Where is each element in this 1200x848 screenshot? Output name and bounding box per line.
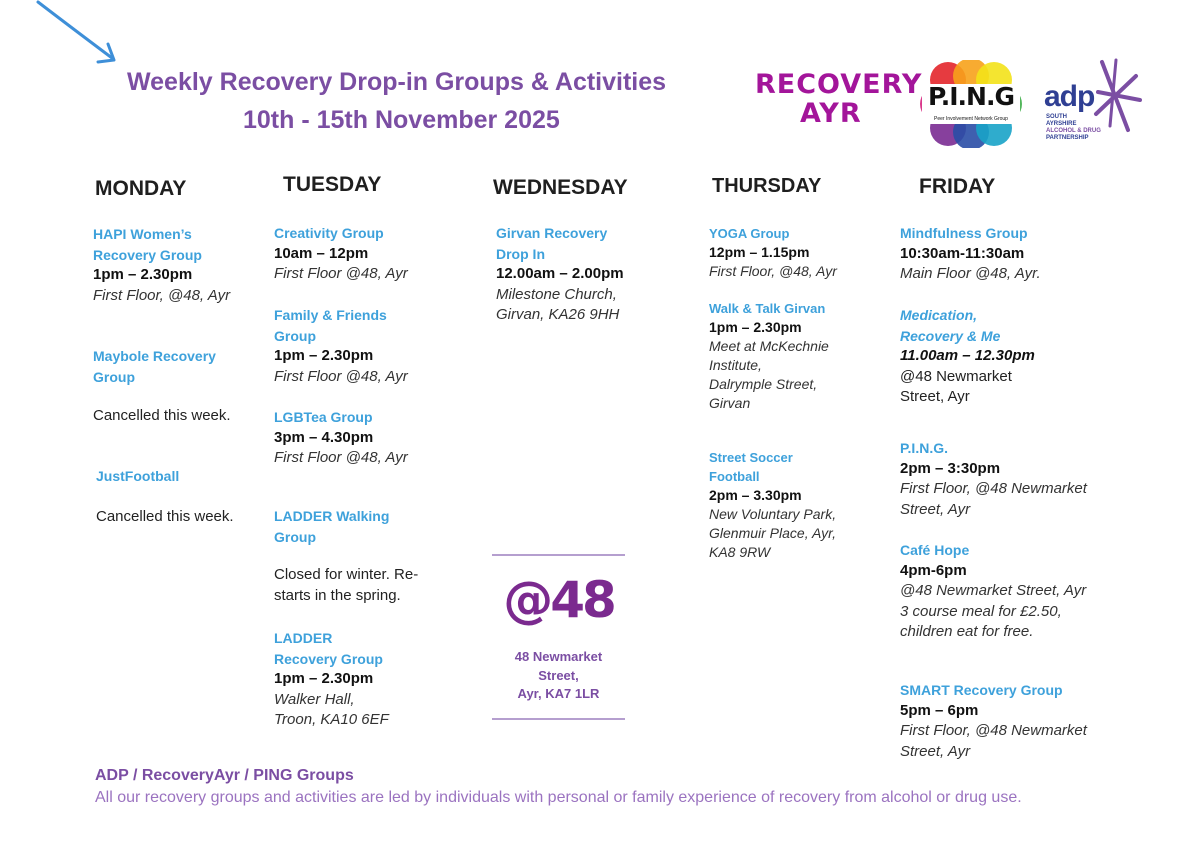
tuesday-group-ladder-walking: LADDER Walking Group Closed for winter. Re- starts in the spring. bbox=[274, 508, 419, 604]
monday-group-justfootball: JustFootball Cancelled this week. bbox=[96, 468, 234, 525]
adp-logo: adp SOUTH AYRSHIRE ALCOHOL & DRUG PARTNERSHIP bbox=[1040, 56, 1142, 148]
tuesday-group-ladder-recovery: LADDER Recovery Group 1pm – 2.30pm Walker Hall, Troon, KA10 6EF bbox=[274, 630, 389, 728]
page-dates: 10th - 15th November 2025 bbox=[243, 106, 560, 134]
friday-group-smart: SMART Recovery Group 5pm – 6pm First Floor, @48 Newmarket Street, Ayr bbox=[900, 682, 1087, 760]
page-title: Weekly Recovery Drop-in Groups & Activities bbox=[127, 68, 667, 96]
monday-group-maybole: Maybole Recovery Group Cancelled this week. bbox=[93, 348, 231, 424]
wednesday-group-girvan-dropin: Girvan Recovery Drop In 12.00am – 2.00pm Milestone Church, Girvan, KA26 9HH bbox=[496, 225, 624, 323]
day-heading-friday: FRIDAY bbox=[919, 175, 996, 198]
venue-48-address: 48 Newmarket Street, Ayr, KA7 1LR bbox=[514, 649, 603, 701]
tuesday-group-family-friends: Family & Friends Group 1pm – 2.30pm First Floor @48, Ayr bbox=[274, 307, 408, 385]
arrow-down-right-icon bbox=[28, 0, 138, 80]
tuesday-group-lgbtea: LGBTea Group 3pm – 4.30pm First Floor @48, Ayr bbox=[274, 409, 408, 466]
monday-group-hapi: HAPI Women’s Recovery Group 1pm – 2.30pm First Floor, @48, Ayr bbox=[93, 226, 231, 304]
thursday-group-walk-talk: Walk & Talk Girvan 1pm – 2.30pm Meet at McKechnie Institute, Dalrymple Street, Girvan bbox=[709, 301, 829, 411]
venue-48-card bbox=[492, 554, 625, 720]
friday-group-medication: Medication, Recovery & Me 11.00am – 12.30pm @48 Newmarket Street, Ayr bbox=[900, 307, 1035, 405]
tuesday-group-creativity: Creativity Group 10am – 12pm First Floor @48, Ayr bbox=[274, 225, 408, 282]
thursday-group-street-soccer: Street Soccer Football 2pm – 3.30pm New Voluntary Park, Glenmuir Place, Ayr, KA8 9RW bbox=[709, 450, 837, 560]
friday-group-ping: P.I.N.G. 2pm – 3:30pm First Floor, @48 Newmarket Street, Ayr bbox=[900, 440, 1087, 518]
thursday-group-yoga: YOGA Group 12pm – 1.15pm First Floor, @48, Ayr bbox=[709, 226, 837, 279]
footer-heading: ADP / RecoveryAyr / PING Groups bbox=[95, 767, 354, 784]
ping-logo: P.I.N.G Peer Involvement Network Group bbox=[918, 60, 1024, 148]
venue-48-logo: @48 bbox=[503, 571, 614, 629]
day-heading-tuesday: TUESDAY bbox=[283, 173, 382, 196]
footer-text: All our recovery groups and activities are led by individuals with personal or family experience of recovery from alcohol or drug use. bbox=[95, 789, 1022, 806]
day-heading-wednesday: WEDNESDAY bbox=[493, 176, 628, 199]
friday-group-cafe-hope: Café Hope 4pm-6pm @48 Newmarket Street, Ayr 3 course meal for £2.50, children eat for free. bbox=[900, 542, 1087, 640]
friday-group-mindfulness: Mindfulness Group 10:30am-11:30am Main Floor @48, Ayr. bbox=[900, 225, 1041, 282]
recovery-ayr-logo: RECOVERY AYR bbox=[755, 69, 923, 129]
day-heading-thursday: THURSDAY bbox=[712, 175, 822, 197]
day-heading-monday: MONDAY bbox=[95, 177, 187, 200]
